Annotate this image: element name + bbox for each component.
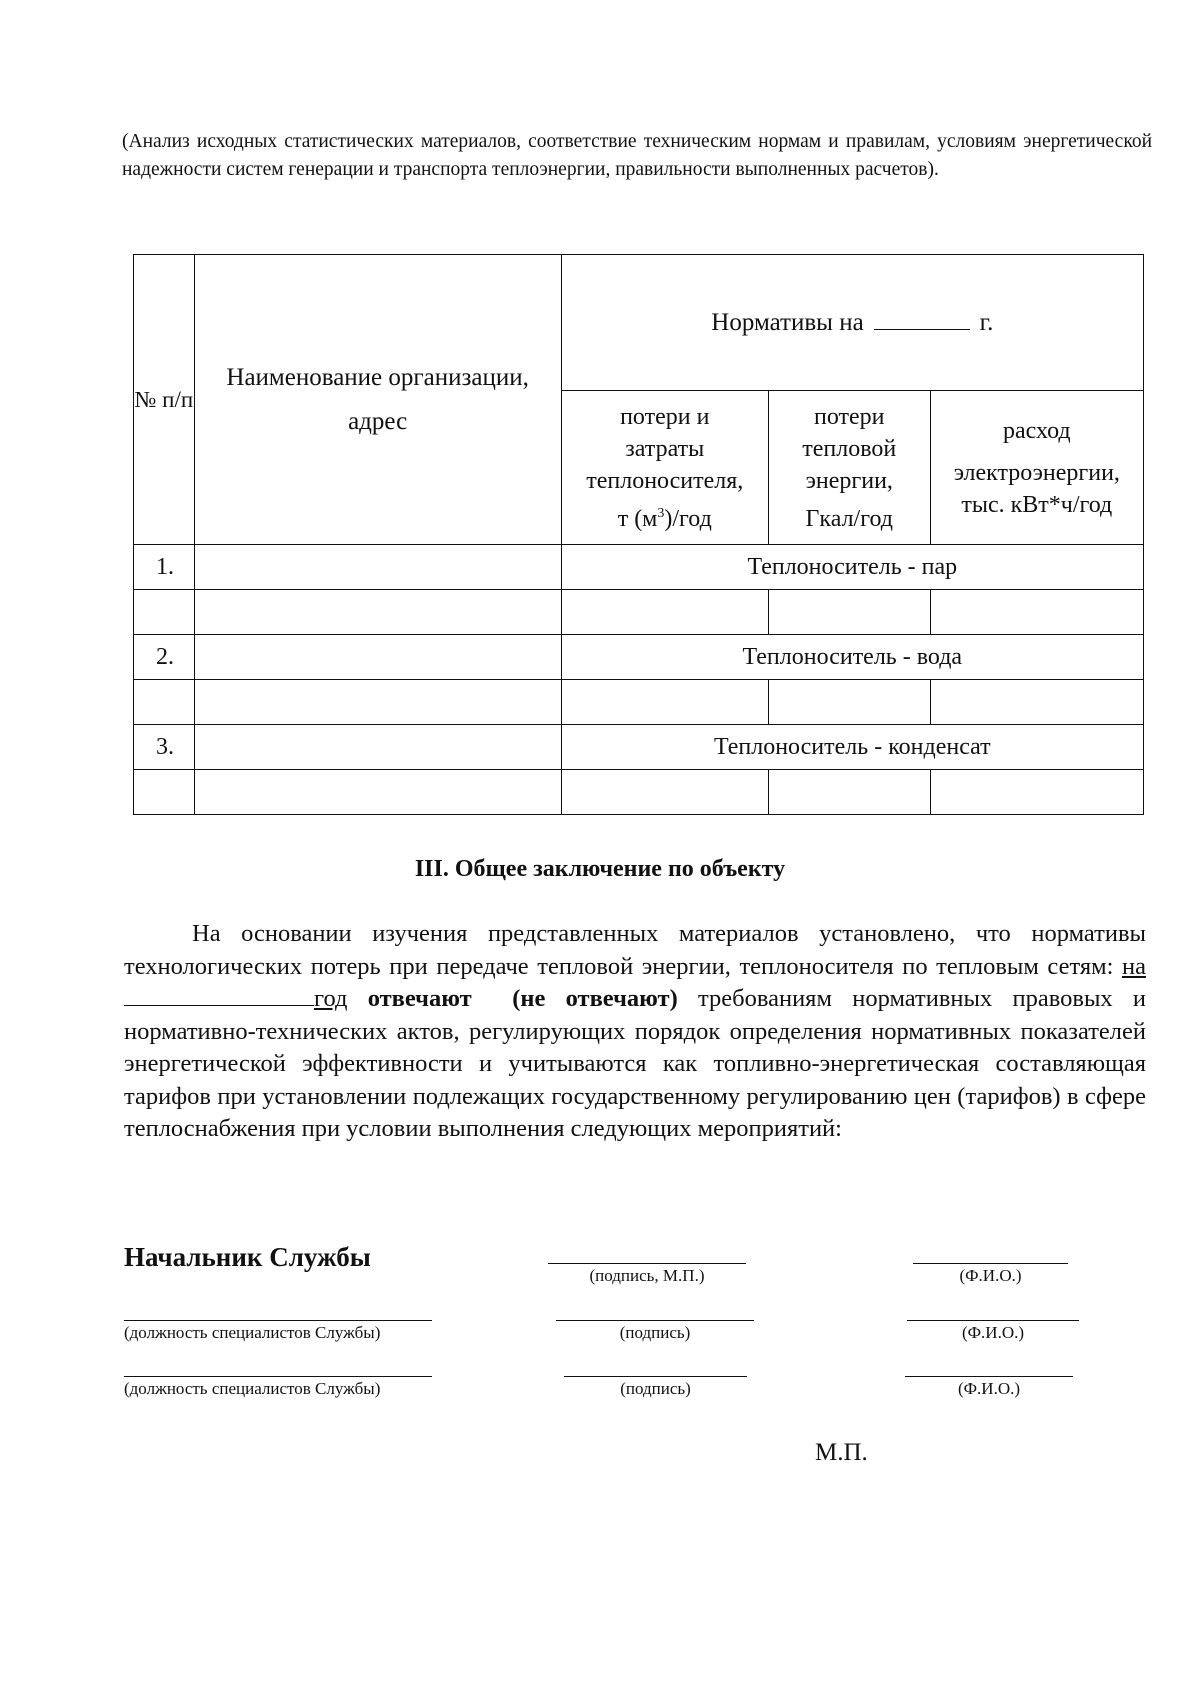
table-row: 1. Теплоноситель - пар — [134, 545, 1144, 590]
name-line — [913, 1263, 1068, 1264]
year-field-blank — [124, 987, 314, 1006]
header-electricity: расход электроэнергии, тыс. кВт*ч/год — [930, 391, 1143, 545]
header-heat-losses: потери тепловой энергии, Гкал/год — [768, 391, 930, 545]
table-row — [134, 770, 1144, 815]
header-organization: Наименование организации, адрес — [194, 255, 561, 545]
name-line — [905, 1376, 1073, 1377]
header-number: № п/п — [134, 255, 195, 545]
position-line — [124, 1320, 432, 1321]
signature-line — [548, 1263, 746, 1264]
seal-placeholder: М.П. — [815, 1439, 868, 1466]
norms-table — [133, 254, 1144, 815]
table-row — [134, 590, 1144, 635]
head-of-service-label: Начальник Службы — [124, 1242, 371, 1272]
signature-line — [564, 1376, 747, 1377]
table-row: 3. Теплоноситель - конденсат — [134, 725, 1144, 770]
signature-line — [556, 1320, 754, 1321]
table-row: 2. Теплоноситель - вода — [134, 635, 1144, 680]
header-norms: Нормативы на г. — [561, 255, 1143, 391]
section-title: III. Общее заключение по объекту — [414, 856, 786, 882]
year-blank — [874, 309, 970, 330]
position-line — [124, 1376, 432, 1377]
conclusion-paragraph: На основании изучения представленных материалов установлено, что нормативы технологических потерь при передаче тепловой энергии, теплоносителя по тепловым сетям: нагод отвечают (не отвечают) требованиям нормативных правовых и нормативно-технических актов, регулирующих порядок определения нормативных показателей энергетической эффективности и учитываются как топливно-энергетическая составляющая тарифов при установлении подлежащих государственному регулированию цен (тарифов) в сфере теплоснабжения при условии выполнения следующих мероприятий: — [124, 920, 1147, 1142]
year-field-prefix: на — [1122, 952, 1146, 980]
intro-paragraph: (Анализ исходных статистических материалов, соответствие техническим нормам и правилам, условиям энергетической надежности систем генерации и транспорта теплоэнергии, правильности выполненных расчетов). — [122, 131, 1152, 180]
name-line — [907, 1320, 1079, 1321]
table-row — [134, 680, 1144, 725]
header-coolant-losses: потери и затраты теплоносителя, т $(м^3)$/год — [561, 391, 768, 545]
